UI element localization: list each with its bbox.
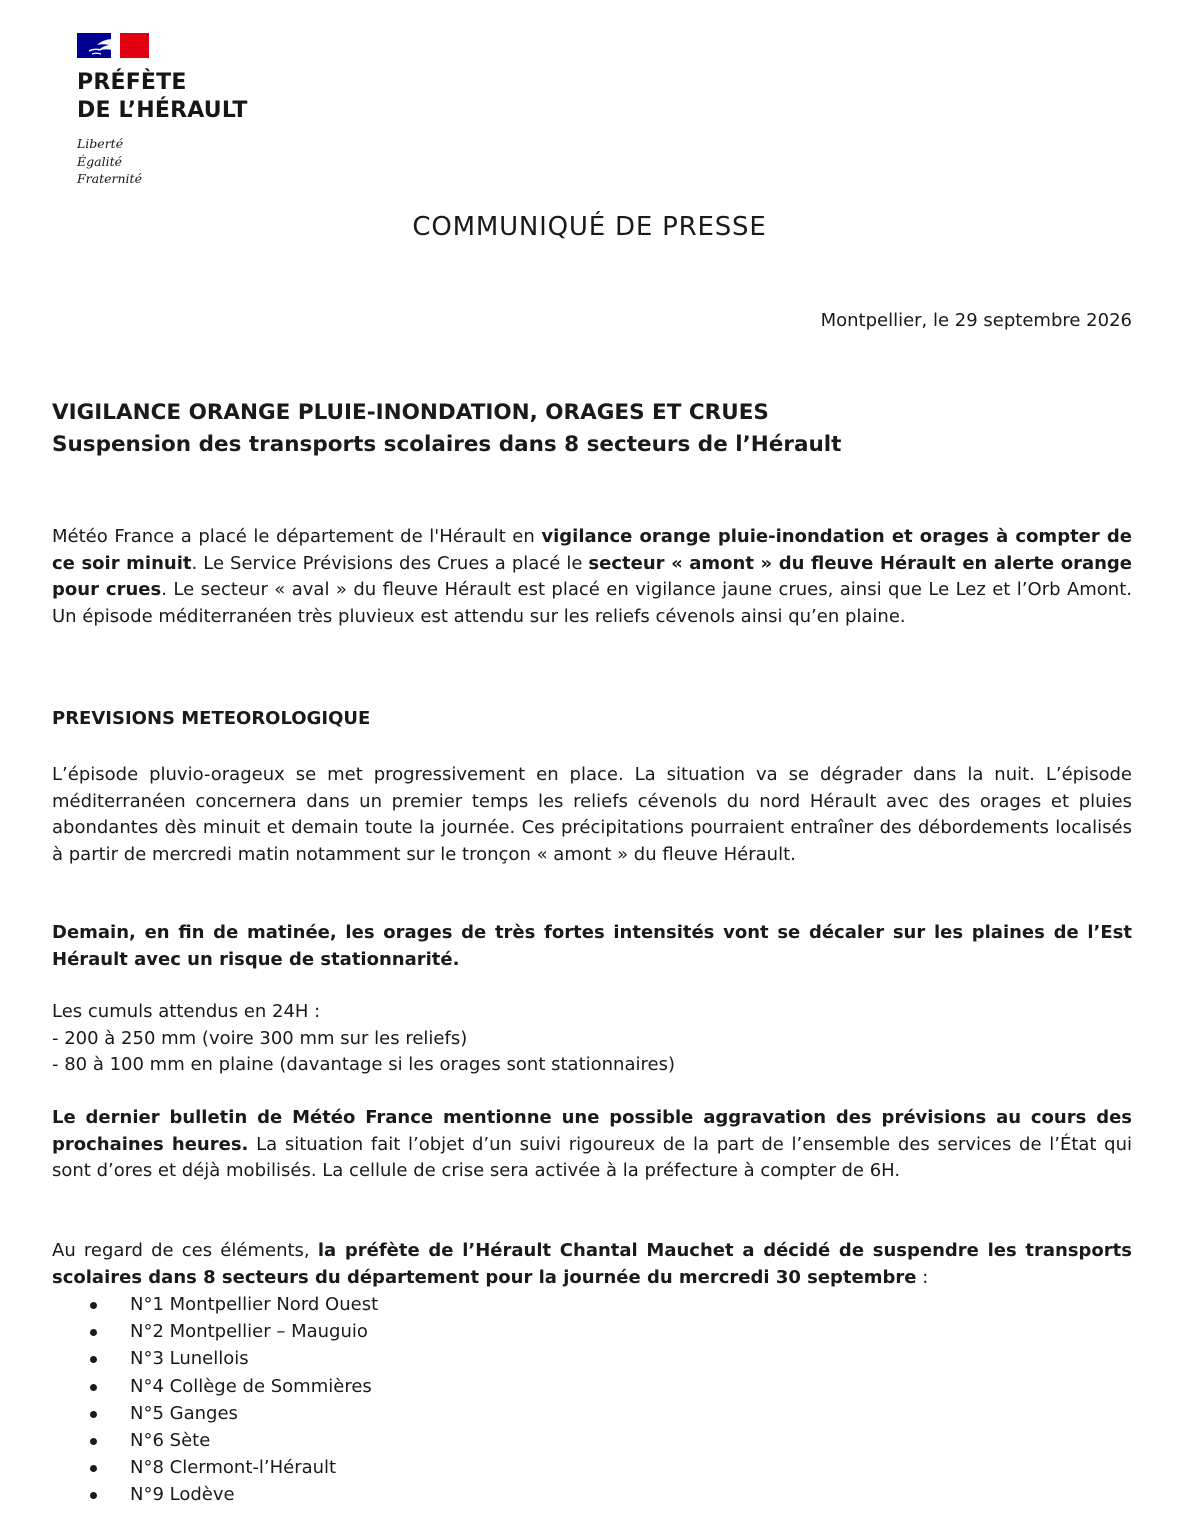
headline <box>52 397 1132 461</box>
headline-line-2: Suspension des transports scolaires dans 8 secteurs de l’Hérault <box>52 432 842 457</box>
intro-text-3: . Le secteur « aval » du fleuve Hérault est placé en vigilance jaune crues, ainsi que Le Lez et l’Orb Amont. Un épisode méditerranéen très pluvieux est attendu sur les reliefs cévenols ainsi qu’en plaine. <box>52 579 1132 627</box>
bulletin-paragraph <box>52 1105 1132 1185</box>
bullet-icon <box>90 1302 97 1309</box>
bullet-icon <box>90 1356 97 1363</box>
intro-text-1: Météo France a placé le département de l'Hérault en <box>52 526 542 547</box>
intro-bold-1: vigilance orange pluie-inondation et orages à compter de ce soir minuit <box>52 526 1132 574</box>
dateline: Montpellier, le 29 septembre 2026 <box>820 310 1132 331</box>
list-item <box>52 1400 378 1427</box>
decision-text-1: Au regard de ces éléments, <box>52 1240 318 1261</box>
sector-label: N°9 Lodève <box>130 1484 235 1506</box>
intro-paragraph <box>52 524 1132 630</box>
authority-line-2: DE L’HÉRAULT <box>77 98 248 123</box>
cumul-block <box>52 999 1132 1079</box>
sector-label: N°2 Montpellier – Mauguio <box>130 1321 368 1343</box>
bullet-icon <box>90 1465 97 1472</box>
forecast-section-title: PREVISIONS METEOROLOGIQUE <box>52 708 371 729</box>
list-item <box>52 1373 378 1400</box>
cumul-item: - 200 à 250 mm (voire 300 mm sur les reliefs) <box>52 1027 468 1049</box>
motto-fraternite: Fraternité <box>77 171 142 186</box>
sector-label: N°6 Sète <box>130 1430 211 1452</box>
motto-liberte: Liberté <box>77 136 124 151</box>
cumul-intro: Les cumuls attendus en 24H : <box>52 1001 321 1022</box>
tomorrow-paragraph: Demain, en fin de matinée, les orages de très fortes intensités vont se décaler sur les plaines de l’Est Hérault avec un risque de stationnarité. <box>52 922 1132 970</box>
list-item <box>52 1481 378 1508</box>
bullet-icon <box>90 1411 97 1418</box>
list-item <box>52 1291 378 1318</box>
bullet-icon <box>90 1384 97 1391</box>
intro-text-2: . Le Service Prévisions des Crues a placé le <box>191 552 589 574</box>
intro-bold-2: secteur « amont » du fleuve Hérault en alerte orange pour crues <box>52 552 1132 600</box>
list-item <box>52 1318 378 1345</box>
bullet-icon <box>90 1492 97 1499</box>
document-type-title: COMMUNIQUÉ DE PRESSE <box>412 212 767 242</box>
decision-bold: la préfète de l’Hérault Chantal Mauchet a décidé de suspendre les transports scolaires dans 8 secteurs du département pour la journée du mercredi 30 septembre <box>52 1240 1132 1288</box>
sector-label: N°1 Montpellier Nord Ouest <box>130 1294 379 1315</box>
bullet-icon <box>90 1329 97 1336</box>
list-item <box>52 1454 378 1481</box>
bullet-icon <box>90 1438 97 1445</box>
sector-label: N°5 Ganges <box>130 1402 238 1424</box>
cumul-item: - 80 à 100 mm en plaine (davantage si les orages sont stationnaires) <box>52 1054 675 1075</box>
authority-name <box>77 69 337 125</box>
republic-motto <box>77 135 337 188</box>
motto-egalite: Égalité <box>77 153 122 169</box>
sector-label: N°3 Lunellois <box>130 1348 249 1370</box>
decision-text-2: : <box>916 1266 929 1288</box>
marianne-icon <box>83 35 111 57</box>
forecast-paragraph: L’épisode pluvio-orageux se met progressivement en place. La situation va se dégrader dans la nuit. L’épisode méditerranéen concernera dans un premier temps les reliefs cévenols du nord Hérault avec des orages et pluies abondantes dès minuit et demain toute la journée. Ces précipitations pourraient entraîner des débordements localisés à partir de mercredi matin notamment sur le tronçon « amont » du fleuve Hérault. <box>52 764 1132 865</box>
sector-list <box>52 1291 378 1509</box>
authority-line-1: PRÉFÈTE <box>77 70 187 95</box>
bulletin-bold: Le dernier bulletin de Météo France mentionne une possible aggravation des prévisions au cours des prochaines heures. <box>52 1107 1132 1155</box>
bulletin-text: La situation fait l’objet d’un suivi rigoureux de la part de l’ensemble des services de l’État qui sont d’ores et déjà mobilisés. La cellule de crise sera activée à la préfecture à compter de 6H. <box>52 1133 1132 1181</box>
headline-line-1: VIGILANCE ORANGE PLUIE-INONDATION, ORAGES ET CRUES <box>52 400 769 425</box>
prefecture-logo <box>77 33 337 188</box>
list-item <box>52 1427 378 1454</box>
sector-label: N°8 Clermont-l’Hérault <box>130 1457 337 1479</box>
sector-label: N°4 Collège de Sommières <box>130 1375 372 1397</box>
decision-paragraph <box>52 1238 1132 1291</box>
list-item <box>52 1345 378 1372</box>
republique-francaise-flag <box>77 33 149 58</box>
